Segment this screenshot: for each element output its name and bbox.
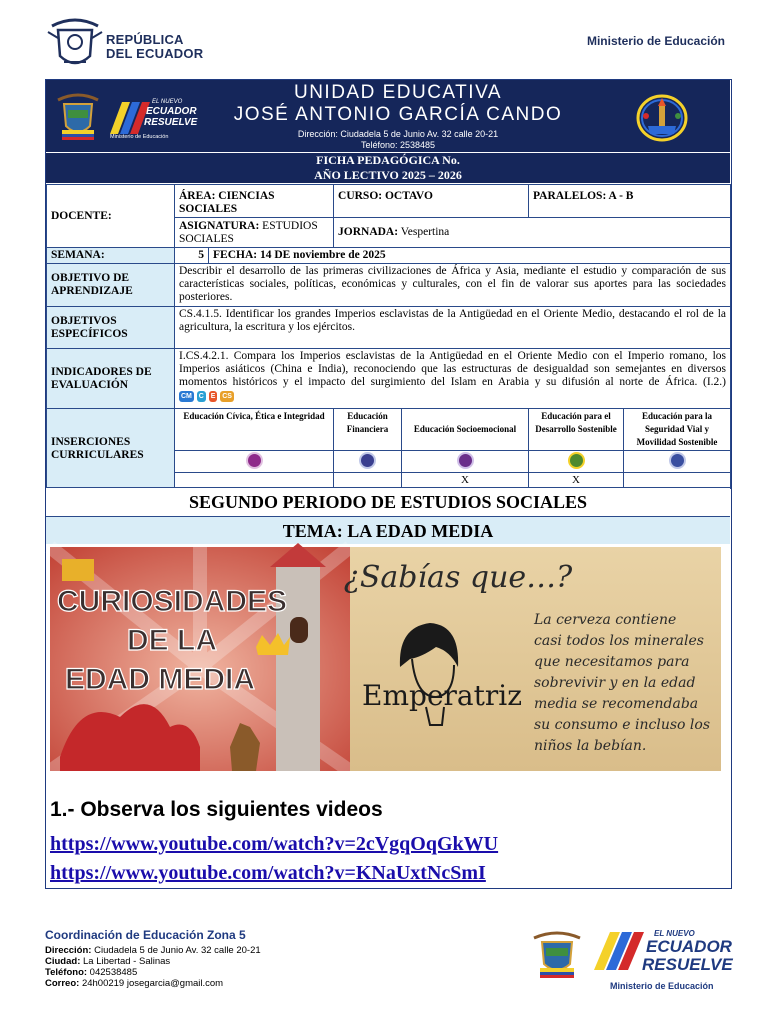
fact-line-3: que necesitamos para xyxy=(534,654,690,670)
indicadores-cell xyxy=(175,349,731,409)
emperatriz-label: Emperatriz xyxy=(362,679,522,712)
inserciones-label: INSERCIONES CURRICULARES xyxy=(47,409,175,489)
video-link-1[interactable]: https://www.youtube.com/watch?v=2cVgqOqGkWU xyxy=(50,833,499,855)
ficha-title-bar: FICHA PEDAGÓGICA No. xyxy=(46,153,730,168)
school-title-line2: JOSÉ ANTONIO GARCÍA CANDO xyxy=(233,104,563,125)
footer-ecuador-resuelve-logo xyxy=(592,924,733,974)
badge-cs: CS xyxy=(222,393,232,400)
insercion-header-sostenible: Educación para el Desarrollo Sostenible xyxy=(529,409,624,451)
objetivos-especificos-label: OBJETIVOS ESPECÍFICOS xyxy=(47,307,175,349)
ecuador-coat-of-arms-logo xyxy=(44,12,106,74)
footer-email xyxy=(45,978,261,989)
footer-address-label: Dirección: xyxy=(45,945,92,956)
sabias-que-heading: ¿Sabías que…? xyxy=(343,560,573,595)
insercion-header-financiera: Educación Financiera xyxy=(334,409,402,451)
area-cell: ÁREA: CIENCIAS SOCIALES xyxy=(175,185,334,218)
competencias-badges xyxy=(179,389,234,402)
paralelos-cell: PARALELOS: A - B xyxy=(529,185,731,218)
fact-line-5: media se recomendaba xyxy=(534,696,699,712)
footer-phone-value: 042538485 xyxy=(87,967,138,978)
objetivo-aprendizaje-text: Describir el desarrollo de las primeras civilizaciones de África y Asia, mediante el estudio y comparación de sus características sociales, políticas, económicas y culturales, con el fin de valorar sus aportes para las sociedades posteriores. xyxy=(175,264,731,307)
footer-address-value: Ciudadela 5 de Junio Av. 32 calle 20-21 xyxy=(91,945,261,956)
insercion-icon-cell-socioemocional xyxy=(402,451,529,473)
school-phone: Teléfono: 2538485 xyxy=(360,140,436,150)
curiosidades-line1: CURIOSIDADES xyxy=(56,585,288,618)
footer-city xyxy=(45,956,261,967)
insercion-header-seguridad-vial: Educación para la Seguridad Vial y Movilidad Sostenible xyxy=(624,409,731,451)
coat-of-arms-icon xyxy=(54,90,102,140)
footer-city-value: La Libertad - Salinas xyxy=(80,956,171,967)
fact-line-4: sobrevivir y en la edad xyxy=(534,675,696,691)
ministry-name: Ministerio de Educación xyxy=(586,34,725,48)
footer-phone-label: Teléfono: xyxy=(45,967,88,978)
insercion-icon-cell-sostenible xyxy=(529,451,624,473)
brand-mid-text: ECUADOR xyxy=(146,106,197,117)
task-instruction: 1.- Observa los siguientes videos xyxy=(50,798,383,821)
asignatura-label: ASIGNATURA: xyxy=(179,220,260,232)
civica-icon xyxy=(246,452,263,469)
insercion-icon-cell-financiera xyxy=(334,451,402,473)
school-year-bar: AÑO LECTIVO 2025 – 2026 xyxy=(46,168,730,183)
badge-e: E xyxy=(210,393,216,400)
curiosidades-line2: DE LA xyxy=(127,624,217,657)
curiosidades-line3: EDAD MEDIA xyxy=(64,663,256,696)
footer-brand-mid: ECUADOR xyxy=(646,937,732,956)
insercion-header-socioemocional: Educación Socioemocional xyxy=(402,409,529,451)
fact-line-2: casi todos los minerales xyxy=(534,633,704,649)
school-title-line1: UNIDAD EDUCATIVA xyxy=(293,82,503,103)
socioemocional-icon xyxy=(457,452,474,469)
ficha-frame xyxy=(45,79,732,889)
school-banner xyxy=(46,80,730,152)
asignatura-value: ESTUDIOS SOCIALES xyxy=(179,220,318,245)
footer-email-value: 24h00219 josegarcia@gmail.com xyxy=(79,978,224,989)
semana-label: SEMANA: xyxy=(47,248,175,264)
badge-cm: CM xyxy=(181,393,192,400)
insercion-icon-cell-seguridad-vial xyxy=(624,451,731,473)
seguridad-vial-icon xyxy=(669,452,686,469)
footer-phone xyxy=(45,967,261,978)
insercion-mark-sostenible: X xyxy=(529,473,624,489)
school-title xyxy=(176,82,620,151)
ficha-table xyxy=(46,184,731,489)
top-header xyxy=(0,0,768,78)
financiera-icon xyxy=(359,452,376,469)
country-line2: DEL ECUADOR xyxy=(106,46,204,61)
insercion-icon-cell-civica xyxy=(175,451,334,473)
jornada-cell xyxy=(334,218,731,248)
badge-c: C xyxy=(198,393,204,400)
fact-line-6: su consumo e incluso los xyxy=(534,717,711,733)
fact-line-1: La cerveza contiene xyxy=(534,612,677,628)
objetivos-especificos-text: CS.4.1.5. Identificar los grandes Imperios esclavistas de la Antigüedad en el Oriente Medio, destacando el rol de la agricultura, la escritura y los ejércitos. xyxy=(175,307,731,349)
edad-media-illustration xyxy=(50,547,721,771)
semana-value: 5 xyxy=(175,248,209,264)
insercion-header-civica: Educación Cívica, Ética e Integridad xyxy=(175,409,334,451)
periodo-heading: SEGUNDO PERIODO DE ESTUDIOS SOCIALES xyxy=(46,487,730,515)
banner-flag-icon xyxy=(62,559,94,581)
jornada-label: JORNADA: xyxy=(338,226,399,238)
indicadores-label: INDICADORES DE EVALUACIÓN xyxy=(47,349,175,409)
brand-top-text: EL NUEVO xyxy=(152,99,183,105)
footer-city-label: Ciudad: xyxy=(45,956,81,967)
country-line1: REPÚBLICA xyxy=(106,32,184,47)
sostenible-icon xyxy=(568,452,585,469)
school-emblem-icon xyxy=(634,92,690,144)
brand-min-text: Ministerio de Educación xyxy=(110,134,169,140)
footer-coat-of-arms-icon xyxy=(530,928,584,980)
objetivo-aprendizaje-label: OBJETIVO DE APRENDIZAJE xyxy=(47,264,175,307)
indicadores-text: I.CS.4.2.1. Compara los Imperios esclavistas de la Antigüedad en el Oriente Medio con el Imperio romano, los Imperios asiáticos (China e India), reconociendo que las estructuras de desigualdad son semejantes en diversos momentos históricos y el impacto del surgimiento del Islam en Arabia y su difusión al norte de África. (I.2.) xyxy=(179,350,727,388)
footer-email-label: Correo: xyxy=(45,978,80,989)
asignatura-cell xyxy=(175,218,334,248)
footer-ministry: Ministerio de Educación xyxy=(610,981,714,991)
tema-heading: TEMA: LA EDAD MEDIA xyxy=(46,516,730,544)
curso-cell: CURSO: OCTAVO xyxy=(334,185,529,218)
footer-coordination: Coordinación de Educación Zona 5 xyxy=(45,928,246,942)
footer-brand-top: EL NUEVO xyxy=(654,929,695,938)
fecha-cell: FECHA: 14 DE noviembre de 2025 xyxy=(209,248,731,264)
fact-line-7: niños la bebían. xyxy=(534,738,647,754)
country-name xyxy=(106,33,203,61)
footer-brand-bot: RESUELVE xyxy=(642,955,733,974)
school-address: Dirección: Ciudadela 5 de Junio Av. 32 calle 20-21 xyxy=(297,129,499,139)
jornada-value: Vespertina xyxy=(398,226,450,238)
video-link-2[interactable]: https://www.youtube.com/watch?v=KNaUxtNcSmI xyxy=(50,862,486,884)
footer-contact xyxy=(45,928,261,989)
brand-bot-text: RESUELVE xyxy=(144,117,198,128)
insercion-mark-socioemocional: X xyxy=(402,473,529,489)
docente-label: DOCENTE: xyxy=(47,185,175,248)
footer-address xyxy=(45,945,261,956)
